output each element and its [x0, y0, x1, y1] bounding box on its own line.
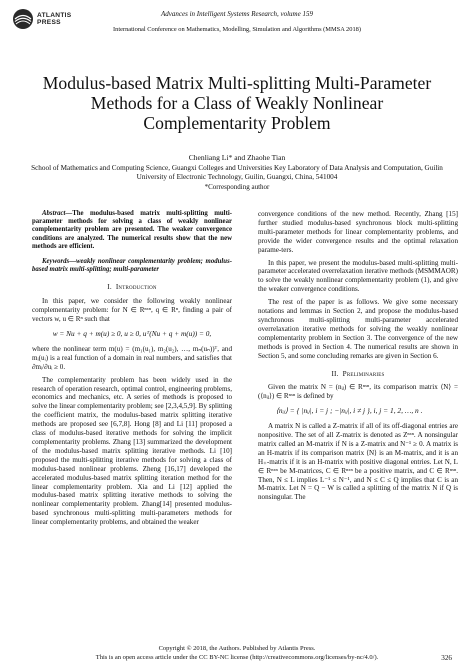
- prelim-paragraph-1: Given the matrix N = (nᵢⱼ) ∈ Rⁿˣⁿ, its comparison matrix ⟨N⟩ = (⟨nᵢⱼ⟩) ∈ Rⁿˣⁿ is defined by: [258, 383, 458, 401]
- corresponding-author-note: *Corresponding author: [204, 183, 270, 191]
- equation-1: w = Nu + q + m(u) ≥ 0, u ≥ 0, uᵀ(Nu + q + m(u)) = 0,: [52, 329, 212, 339]
- logo-line1: ATLANTIS: [37, 11, 72, 19]
- section-title: Introduction: [115, 283, 157, 292]
- keywords-text: —weakly nonlinear complementarity problem; modulus-based matrix multi-splitting; multi-parameter: [32, 258, 232, 274]
- paper-title: Modulus-based Matrix Multi-splitting Multi-Parameter Methods for a Class of Weakly Nonlinear Complementarity Problem: [42, 73, 432, 133]
- authors: Chenliang Li* and Zhaohe Tian: [188, 153, 286, 162]
- equation-2: ⟨nᵢⱼ⟩ = { |nᵢⱼ|, i = j ; −|nᵢⱼ|, i ≠ j }, i, j = 1, 2, …, n .: [276, 406, 423, 416]
- series-title: Advances in Intelligent Systems Research, volume 159: [161, 10, 313, 18]
- right-column: [258, 210, 458, 506]
- prelim-paragraph-2: A matrix N is called a Z-matrix if all of its off-diagonal entries are nonpositive. The set of all Z-matrix is denoted as Zⁿˣⁿ. A nonsingular matrix called an M-matrix if N is a Z-matrix and N⁻¹ ≥ 0. A matrix is an H-matrix if its comparison matrix ⟨N⟩ is an M-matrix, and it is an H₊-matrix if it is an H-matrix with positive diagonal entries. Let N, L ∈ Rⁿˣⁿ be M-matrices, C ∈ Rⁿˣⁿ be a positive matrix, and C ∈ Rⁿˣⁿ. Then, N ≤ L implies L⁻¹ ≤ N⁻¹, and N ≤ C ≤ Q implies that C is an M-matrix. Let N = Q − W is called a splitting of the matrix N if Q is nonsingular. The: [258, 422, 458, 502]
- intro-paragraph-2: where the nonlinear term m(u) = (m₁(u₁), m₂(u₂), …, mₙ(uₙ))ᵀ, and mᵢ(uᵢ) is a real function of a domain in real numbers, and satisfies that ∂mᵢ/∂uᵢ ≥ 0.: [32, 344, 232, 371]
- section-title: Preliminaries: [342, 369, 385, 378]
- keywords-label: Keywords: [42, 258, 70, 266]
- left-column: [32, 210, 232, 531]
- section-heading-preliminaries: [258, 370, 458, 379]
- section-heading-introduction: [32, 283, 232, 292]
- intro-paragraph-3: The complementarity problem has been widely used in the research of operation research, optimal control, engineering problems, economics and mechanics, etc. A series of methods is proposed to solve the linear complementarity problem; see [2,3,4,5,9]. By splitting the coefficient matrix, the modulus-based matrix splitting iterative methods are proposed see [6,7,8]. Hong [8] and Li [11] proposed a class of modulus-based iterative methods for solving the implicit complementarity problems. Zhang [13] summarized the development of the modulus-based matrix splitting iterative methods. Li [10] proposed the multi-splitting iterative methods for solving a class of modulus-based nonlinear problems. Zheng [16,17] developed the accelerated modulus-based matrix splitting iteration method for the linear complementarity problem. Xia and Li [12] applied the modulus-based matrix splitting iterative methods to solving the nonlinear complementarity problem. Zhang[14] presented modulus-based synchronous multi-splitting multi-parameters methods for linear complementarity problems, and obtained the weaker: [32, 375, 232, 527]
- copyright-line: Copyright © 2018, the Authors. Published by Atlantis Press.: [158, 645, 316, 652]
- license-line: This is an open access article under the CC BY-NC license (http://creativecommons.org/licenses/by-nc/4.0/).: [95, 653, 379, 661]
- page-number: 326: [441, 654, 452, 662]
- intro-paragraph-1: In this paper, we consider the following weakly nonlinear complementarity problem: for N ∈ Rⁿˣⁿ, q ∈ Rⁿ, finding a pair of vectors w, u ∈ Rⁿ such that: [32, 297, 232, 324]
- keywords: [32, 258, 232, 274]
- abstract-text: —The modulus-based matrix multi-splitting multi-parameter methods for solving a class of weakly nonlinear complementarity problem are presented. The weaker convergence conditions are analyzed. The numerical results show that the new methods are efficient.: [32, 210, 232, 250]
- page-footer: [0, 645, 474, 662]
- right-paragraph-1: convergence conditions of the new method. Recently, Zhang [15] further studied modulus-based synchronous block multi-splitting multi-parameter methods for linear complementarity problems, and provide the wider convergence results and the optimal relaxation parame-ters.: [258, 210, 458, 254]
- affiliation: School of Mathematics and Computing Science, Guangxi Colleges and Universities Key Laboratory of Data Analysis and Computation, Guilin University of Electronic Technology, Guilin, Guangxi, China, 541004: [31, 164, 443, 182]
- abstract-label: Abstract: [42, 210, 66, 217]
- abstract: [32, 210, 232, 251]
- section-number: II.: [331, 369, 339, 378]
- logo-line2: PRESS: [37, 19, 61, 26]
- right-paragraph-3: The rest of the paper is as follows. We give some necessary notations and lemmas in Section 2, and propose the modulus-based synchronous multi-splitting multi-parameter accelerated overrelaxation iterative methods for solving the weakly nonlinear complementarity problem in Section 3. The convergence of the new methods is proved in Section 4. The numerical results are shown in Section 5, and some concluding remarks are given in Section 6.: [258, 298, 458, 360]
- right-paragraph-2: In this paper, we present the modulus-based multi-splitting multi-parameter accelerated overrelaxation iterative methods (MSMMAOR) to solve the weakly nonlinear complementarity problem (1), and give the weaker convergence conditions.: [258, 258, 458, 294]
- conference-title: International Conference on Mathematics, Modelling, Simulation and Algorithms (MMSA 2018): [113, 26, 361, 33]
- section-number: I.: [107, 283, 112, 292]
